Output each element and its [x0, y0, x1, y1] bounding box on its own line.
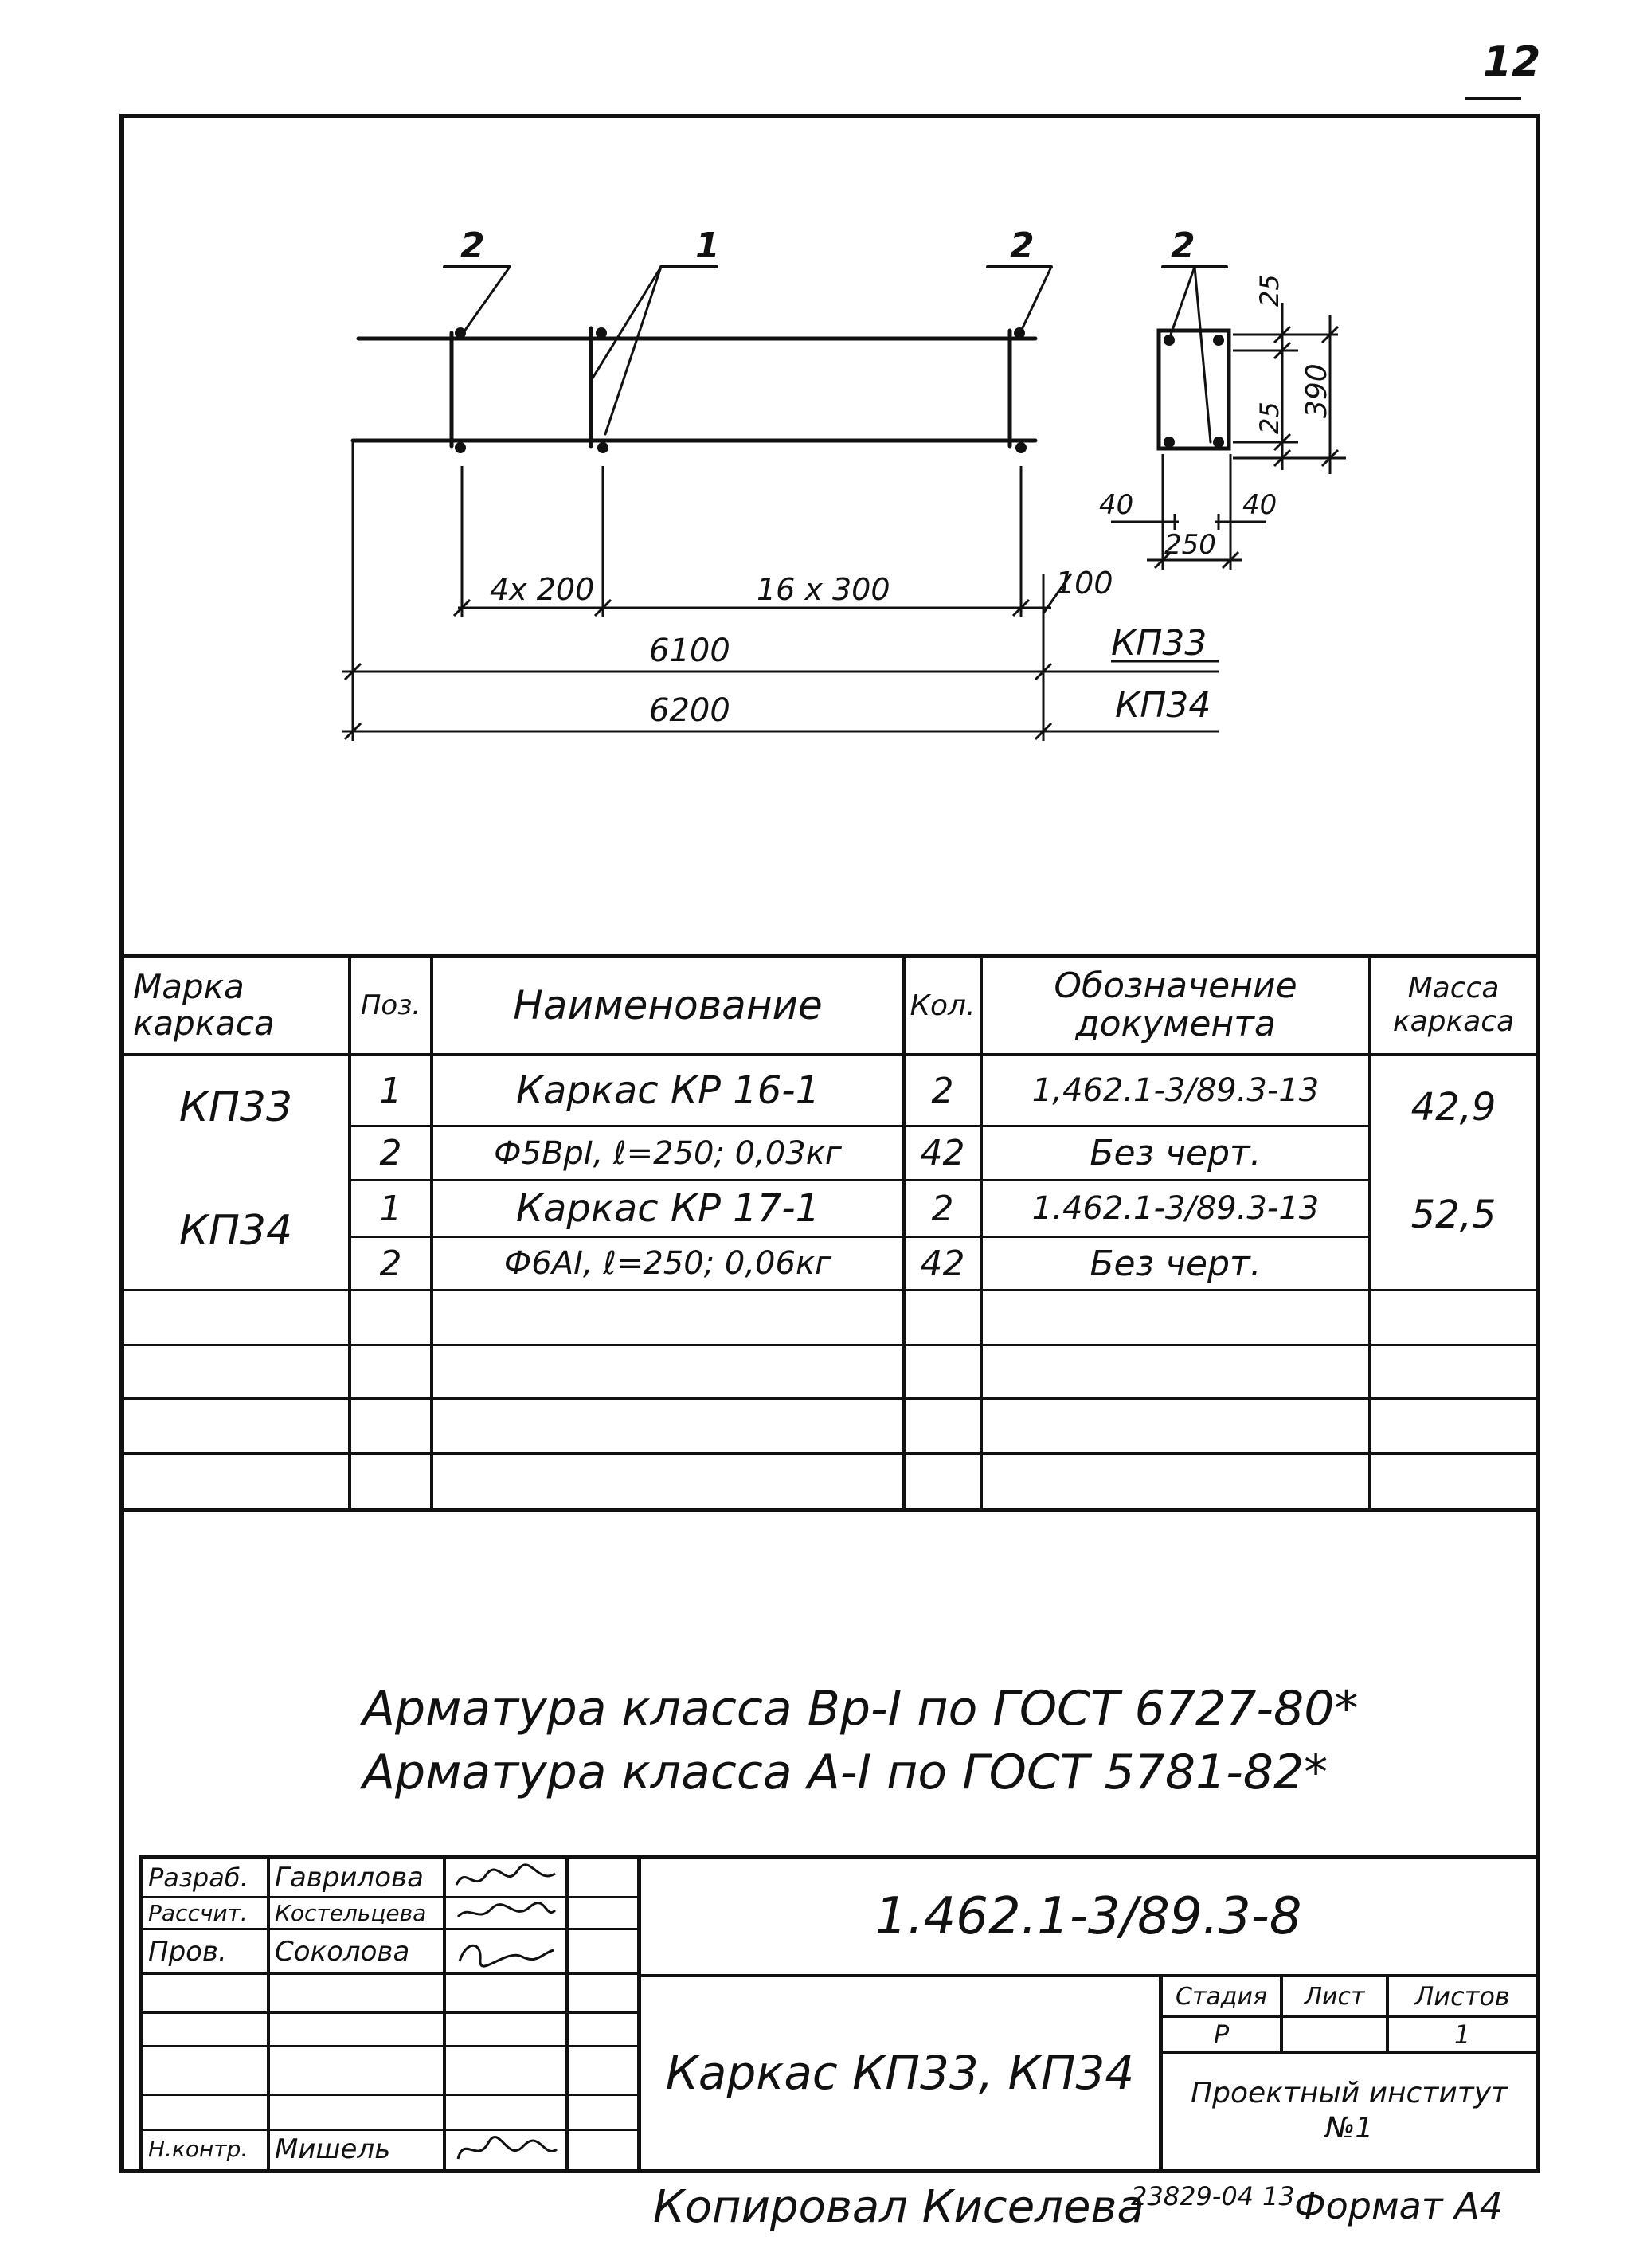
signature-calculated [450, 1899, 561, 1928]
order-number: 23829-04 [1131, 2181, 1254, 2211]
dim-sec-right: 40 [1242, 489, 1277, 521]
role-norm-control: Н.контр. [148, 2136, 248, 2162]
sheet-value [1283, 2018, 1386, 2051]
note-line-1: Арматура класса Вр-I по ГОСТ 6727-80* [362, 1681, 1359, 1737]
name-developer: Гаврилова [275, 1861, 424, 1894]
table-row-2-doc: Без черт. [1090, 1133, 1262, 1173]
table-row-1-name: Каркас КР 16-1 [515, 1068, 820, 1113]
table-row-4-name: Ф6АI, ℓ=250; 0,06кг [503, 1245, 832, 1282]
name-checked: Соколова [275, 1935, 410, 1968]
table-row-1-mark: КП33 [178, 1083, 293, 1131]
dim-sec-top: 25 [1254, 274, 1285, 307]
table-row-1-pos: 1 [379, 1070, 402, 1111]
table-row-1-qty: 2 [931, 1070, 954, 1111]
table-row-4-doc: Без черт. [1090, 1243, 1262, 1284]
dim-end: 100 [1055, 566, 1113, 601]
pos-label-section: 2 [1171, 225, 1195, 266]
dim-len-1: 6100 [649, 633, 730, 669]
dim-spacing-a: 4x 200 [490, 572, 595, 607]
mark-label-1: КП33 [1111, 623, 1207, 664]
header-mark: Марка каркаса [133, 967, 275, 1043]
sheets-label: Листов [1414, 1981, 1510, 2011]
stage-label: Стадия [1175, 1982, 1268, 2011]
table-row-3-mass: 52,5 [1410, 1193, 1496, 1237]
dim-sec-mid: 25 [1254, 402, 1285, 434]
table-row-2-pos: 2 [379, 1133, 402, 1173]
table-row-2-qty: 42 [920, 1133, 965, 1173]
table-row-3-name: Каркас КР 17-1 [515, 1186, 820, 1231]
document-title: Каркас КП33, КП34 [665, 2046, 1135, 2100]
signature-developer [450, 1861, 561, 1896]
pos-label-front-right: 2 [1010, 225, 1035, 266]
table-row-4-qty: 42 [920, 1243, 965, 1284]
header-doc: Обозначение документа [1054, 966, 1297, 1044]
header-qty: Кол. [910, 989, 976, 1022]
pos-label-front-mid: 1 [695, 225, 720, 266]
role-developer: Разраб. [148, 1862, 248, 1893]
signature-norm-control [450, 2132, 561, 2167]
sheets-value: 1 [1453, 2019, 1471, 2050]
copied-by: Копировал Киселева [653, 2181, 1144, 2233]
table-row-1-mass: 42,9 [1410, 1085, 1496, 1130]
table-row-2-name: Ф5ВрI, ℓ=250; 0,03кг [494, 1134, 842, 1172]
dim-sec-height: 390 [1301, 363, 1333, 418]
page-number: 12 [1483, 38, 1541, 86]
stage-value: Р [1213, 2019, 1230, 2050]
name-calculated: Костельцева [275, 1900, 427, 1926]
dim-sec-width: 250 [1164, 529, 1216, 561]
signature-checked [450, 1933, 561, 1971]
organization-name: Проектный институт №1 [1191, 2077, 1508, 2145]
table-row-3-qty: 2 [931, 1188, 954, 1229]
role-checked: Пров. [148, 1935, 227, 1968]
pos-label-front-left: 2 [460, 225, 485, 266]
name-norm-control: Мишель [275, 2133, 391, 2165]
table-row-3-doc: 1.462.1-3/89.3-13 [1031, 1190, 1320, 1227]
header-name: Наименование [513, 982, 823, 1028]
dim-spacing-b: 16 x 300 [757, 572, 890, 607]
sheet-label: Лист [1304, 1982, 1365, 2011]
header-pos: Поз. [360, 989, 421, 1021]
format-label: Формат А4 [1294, 2184, 1503, 2227]
mark-label-2: КП34 [1115, 685, 1211, 726]
note-line-2: Арматура класса А-I по ГОСТ 5781-82* [362, 1745, 1328, 1800]
table-row-3-mark: КП34 [178, 1207, 293, 1255]
dim-len-2: 6200 [649, 692, 730, 729]
header-mass: Масса каркаса [1392, 972, 1515, 1038]
document-designation: 1.462.1-3/89.3-8 [874, 1886, 1302, 1946]
table-row-3-pos: 1 [379, 1188, 402, 1229]
order-sheet: 13 [1262, 2181, 1295, 2211]
table-row-1-doc: 1,462.1-3/89.3-13 [1031, 1072, 1320, 1109]
table-row-4-pos: 2 [379, 1243, 402, 1284]
dim-sec-left: 40 [1099, 489, 1134, 521]
role-calculated: Рассчит. [148, 1900, 248, 1926]
reinforcement-cage-drawing [0, 0, 1651, 940]
